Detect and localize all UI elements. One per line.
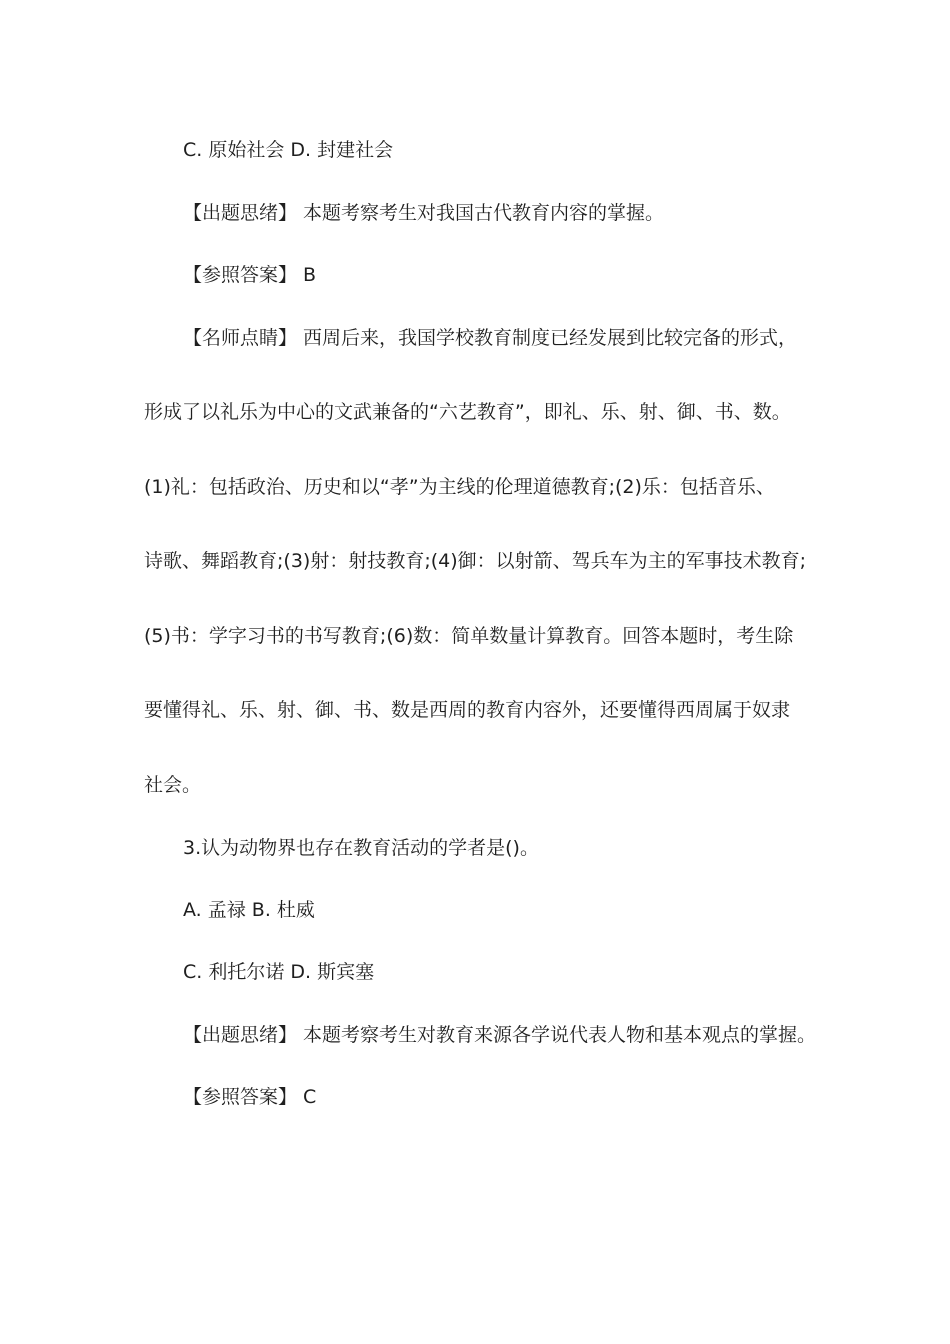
q2-intent: 【出题思绪】 本题考察考生对我国古代教育内容的掌握。 <box>183 202 665 224</box>
q2-options-cd: C. 原始社会 D. 封建社会 <box>183 139 394 161</box>
q2-analysis-line: 要懂得礼、乐、射、御、书、数是西周的教育内容外，还要懂得西周属于奴隶 <box>144 699 791 721</box>
q3-intent: 【出题思绪】 本题考察考生对教育来源各学说代表人物和基本观点的掌握。 <box>183 1024 817 1046</box>
q2-answer: 【参照答案】 B <box>183 264 317 286</box>
q2-analysis-line: 社会。 <box>144 774 202 796</box>
q2-analysis-line: (1)礼：包括政治、历史和以“孝”为主线的伦理道德教育;(2)乐：包括音乐、 <box>144 476 775 498</box>
q3-question: 3.认为动物界也存在教育活动的学者是()。 <box>183 837 539 859</box>
q3-answer: 【参照答案】 C <box>183 1086 317 1108</box>
q2-analysis-line: (5)书：学字习书的书写教育;(6)数：简单数量计算教育。回答本题时，考生除 <box>144 625 794 647</box>
q3-options-cd: C. 利托尔诺 D. 斯宾塞 <box>183 961 375 983</box>
q2-analysis-line: 【名师点睛】 西周后来，我国学校教育制度已经发展到比较完备的形式， <box>183 327 798 349</box>
q2-analysis-line: 诗歌、舞蹈教育;(3)射：射技教育;(4)御：以射箭、驾兵车为主的军事技术教育; <box>144 550 807 572</box>
q3-options-ab: A. 孟禄 B. 杜威 <box>183 899 315 921</box>
q2-analysis-line: 形成了以礼乐为中心的文武兼备的“六艺教育”，即礼、乐、射、御、书、数。 <box>144 401 791 423</box>
